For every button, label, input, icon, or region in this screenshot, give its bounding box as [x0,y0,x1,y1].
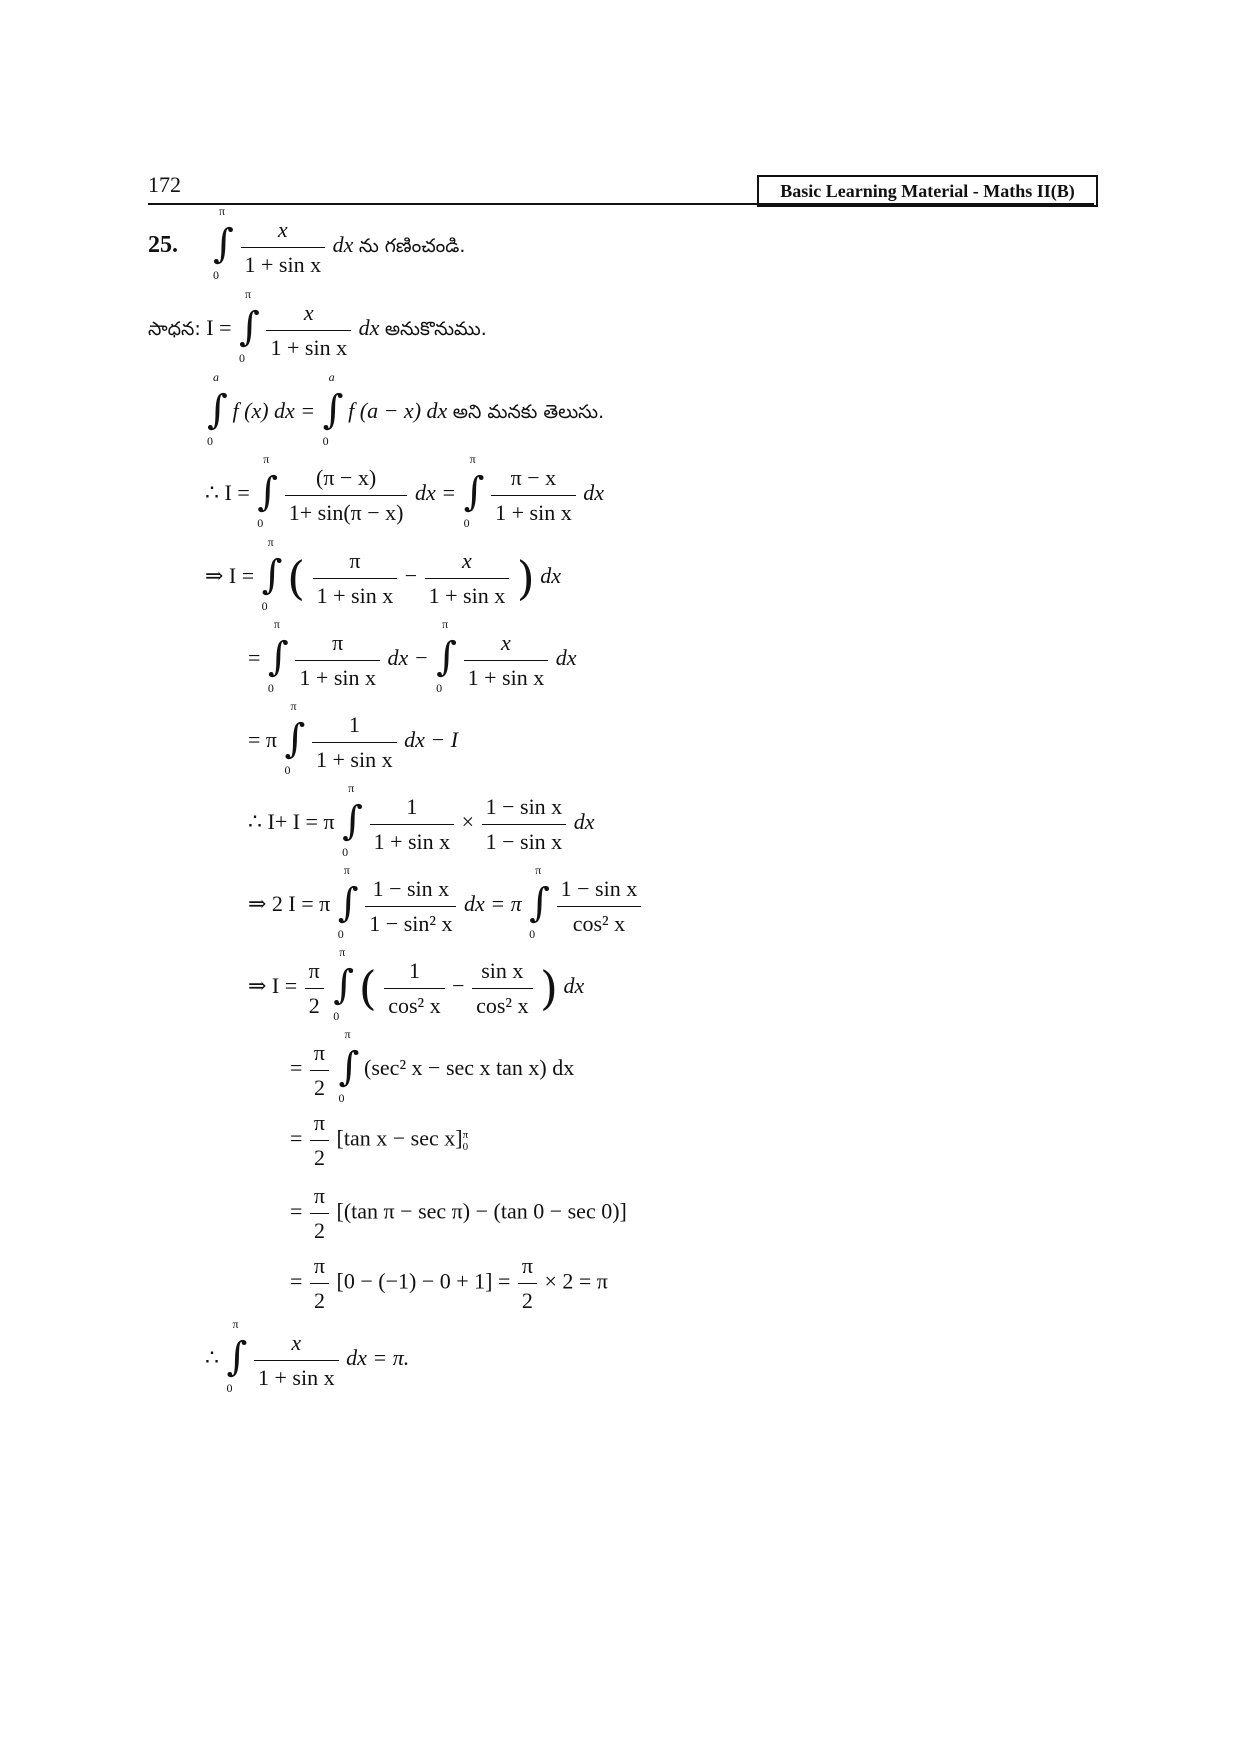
fraction: $\frac{\pi}{\text{1 + sin x}}$ [313,548,398,609]
fraction: $\frac{x}{\text{1 + sin x}}$ [254,1330,339,1391]
integral-sign: π ∫ 0 [529,863,550,941]
step-9: = $\frac{\pi}{2}$ [tan x − sec x] π 0 [290,1110,469,1170]
integral-sign: π ∫ 0 [333,945,355,1023]
integral-sign: π ∫ 0 [338,1027,360,1105]
solution-label: సాధన: [148,318,201,341]
fraction: $\frac{\text{1 − sin x}}{\text{1 − sin² x}}$ [365,876,456,937]
question-line: 25. π ∫ 0 $\frac{x}{\text{1 + sin x}}$ dx ను గణించండి. [148,204,466,282]
fraction: $\frac{\pi}{2}$ [310,1253,329,1314]
integral-sign: π ∫ 0 [226,1317,248,1395]
integral-sign: π ∫ 0 [337,863,359,941]
integral-sign: π ∫ 0 [213,204,234,282]
step-7: ⇒ I = $\frac{\pi}{2}$ π ∫ 0 ( $\frac{1}{\text{cos² x}}$ − $\frac{\text{sin x}}{\text{cos² x}}$ ) dx [248,945,585,1023]
fraction: $\frac{1}{\text{1 + sin x}}$ [312,712,397,773]
integral-sign: a ∫ 0 [322,370,344,448]
step-1: ∴ I = π ∫ 0 $\frac{(\pi - x)}{1+ \sin(\pi - x)}$ dx = π ∫ 0 $\frac{\pi - x}{\text{1 + sin x}}$ dx [205,452,604,530]
integral-sign: π ∫ 0 [238,287,260,365]
fraction: $\frac{x}{\text{1 + sin x}}$ [241,217,326,278]
integral-sign: a ∫ 0 [207,370,228,448]
fraction: $\frac{(\pi - x)}{1+ \sin(\pi - x)}$ [285,465,408,526]
question-instruction: ను గణించండి. [358,235,466,258]
integral-sign: π ∫ 0 [284,699,306,777]
header-title: Basic Learning Material - Maths II(B) [757,175,1098,207]
step-6: ⇒ 2 I = π π ∫ 0 $\frac{\text{1 − sin x}}{\text{1 − sin² x}}$ dx = π π ∫ 0 $\frac{\text{1 − sin x}}{\text{cos² x}}$ [248,871,643,941]
fraction: $\frac{x}{\text{1 + sin x}}$ [464,630,549,691]
fraction: $\frac{\pi}{2}$ [518,1253,537,1314]
page-number: 172 [148,172,181,197]
fraction: $\frac{1}{\text{cos² x}}$ [384,958,444,1019]
fraction: $\frac{\pi}{\text{1 + sin x}}$ [295,630,380,691]
question-number: 25. [148,232,178,259]
integral-sign: π ∫ 0 [342,781,363,859]
step-11: = $\frac{\pi}{2}$ [0 − (−1) − 0 + 1] = $\frac{\pi}{2}$ × 2 = π [290,1253,608,1313]
fraction: $\frac{x}{\text{1 + sin x}}$ [266,300,351,361]
let-text: అనుకొనుము. [384,318,487,341]
fraction: $\frac{\pi}{2}$ [310,1040,329,1101]
step-10: = $\frac{\pi}{2}$ [(tan π − sec π) − (tan 0 − sec 0)] [290,1183,627,1243]
fraction: $\frac{\text{1 − sin x}}{\text{1 − sin x}}$ [482,794,567,855]
integral-sign: π ∫ 0 [267,617,289,695]
solution-let-line: సాధన: I = π ∫ 0 $\frac{x}{\text{1 + sin x}}$ dx అనుకొనుము. [148,287,487,365]
integral-sign: π ∫ 0 [261,535,283,613]
property-text: అని మనకు తెలుసు. [452,401,605,424]
step-3: = π ∫ 0 $\frac{\pi}{\text{1 + sin x}}$ dx − π ∫ 0 $\frac{x}{\text{1 + sin x}}$ dx [248,617,577,695]
fraction: $\frac{\pi}{2}$ [305,958,324,1019]
fraction: $\frac{1}{\text{1 + sin x}}$ [370,794,455,855]
fraction: $\frac{\pi - x}{\text{1 + sin x}}$ [491,465,576,526]
header-rule [148,203,1094,205]
step-5: ∴ I+ I = π π ∫ 0 $\frac{1}{\text{1 + sin x}}$ × $\frac{\text{1 − sin x}}{\text{1 − sin x}}$ dx [248,781,595,859]
step-4: = π π ∫ 0 $\frac{1}{\text{1 + sin x}}$ dx − I [248,699,459,777]
fraction: $\frac{\text{1 − sin x}}{\text{cos² x}}$ [557,876,642,937]
integral-sign: π ∫ 0 [257,452,279,530]
integral-sign: π ∫ 0 [436,617,457,695]
final-result: ∴ π ∫ 0 $\frac{x}{\text{1 + sin x}}$ dx = π. [205,1317,410,1395]
integral-sign: π ∫ 0 [463,452,485,530]
fraction: $\frac{\pi}{2}$ [310,1110,329,1171]
step-2: ⇒ I = π ∫ 0 ( $\frac{\pi}{\text{1 + sin x}}$ − $\frac{x}{\text{1 + sin x}}$ ) dx [205,535,561,613]
property-line: a ∫ 0 f (x) dx = a ∫ 0 f (a − x) dx అని మనకు తెలుసు. [207,370,605,448]
fraction: $\frac{\text{sin x}}{\text{cos² x}}$ [472,958,532,1019]
fraction: $\frac{x}{\text{1 + sin x}}$ [425,548,510,609]
fraction: $\frac{\pi}{2}$ [310,1183,329,1244]
step-8: = $\frac{\pi}{2}$ π ∫ 0 (sec² x − sec x tan x) dx [290,1027,575,1105]
